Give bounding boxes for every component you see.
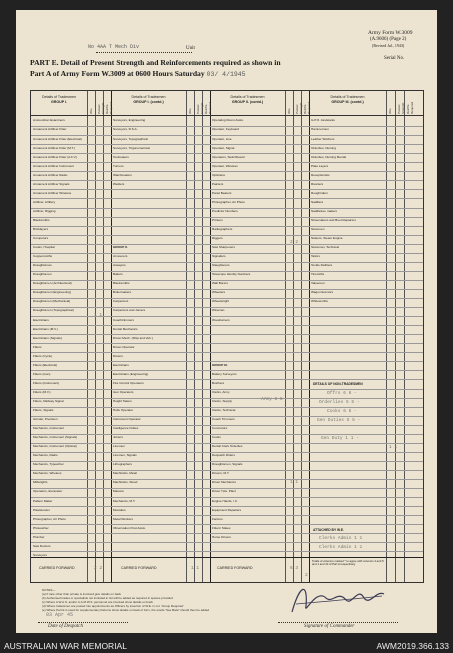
row-rule (31, 253, 423, 254)
row-rule (31, 135, 423, 136)
trade-name: Equipment Repairers (212, 507, 242, 512)
trade-name: Machinists, Metal (113, 471, 137, 476)
trade-name: Horse Drivers (212, 534, 231, 539)
trade-name: Signallers (212, 254, 226, 259)
trade-name: Draughtsmen (Topographical) (33, 308, 74, 313)
trade-name: Observation Post Assts. (113, 525, 146, 530)
group-header-4: Details of Tradesmen GROUP III. (contd.) (330, 95, 365, 104)
carried-forward-1: CARRIED FORWARD (39, 566, 75, 570)
trade-name: Clerks, Army (212, 389, 230, 394)
trade-name: Instrument Operator (113, 417, 141, 422)
trade-name: Draughtsmen (Mechanical) (33, 299, 71, 304)
trade-name: Dental Mechanics (113, 326, 138, 331)
trade-name: Draughtsman (33, 263, 52, 268)
trade-name: Watchmakers (113, 172, 132, 177)
trade-name: Whitesmiths (311, 299, 328, 304)
row-rule (31, 144, 423, 145)
trade-name: Saw Doctors (33, 543, 51, 548)
note-line: (d) Where tradesmen are posted into appointments as Officers by insertion of W.E. in col. 'Group Required' (42, 604, 184, 608)
trade-name: Blacksmiths (113, 281, 130, 286)
trade-name: Carpenters and Joiners (113, 308, 146, 313)
trade-name: Mechanics, Instrument (Signals) (33, 435, 78, 440)
group-header-3: Details of Tradesmen GROUP II. (contd.) (230, 95, 265, 104)
revised-note: (Revised Jul., 1943) (372, 43, 405, 48)
trade-name: Fitters, Railway Signal (33, 398, 64, 403)
trade-name: Machinists, Wood (113, 480, 138, 485)
despatch-date-typed: 03 Apr 45 (46, 612, 74, 618)
typed-entry: 1 1 (389, 445, 398, 450)
trade-name: Coppersmiths (33, 254, 53, 259)
trade-name: Fitters' Mates (212, 525, 231, 530)
note-line: (a) If care other than private is involved give details on back (42, 592, 122, 596)
trade-name: Farriers (212, 516, 223, 521)
trade-name: Drivers (113, 353, 123, 358)
trade-name: Mechanics, Typewriter (33, 462, 64, 467)
trade-name: Fitters (M.V.) (33, 389, 51, 394)
typed-entry: Gen Duty 1 1 - (321, 436, 359, 441)
row-rule (31, 316, 423, 317)
trade-name: Electricians (M.V.) (33, 326, 58, 331)
trade-name: Artificer, Rigging (33, 208, 56, 213)
trade-name: Turners (113, 163, 124, 168)
trade-name: Riggers (212, 236, 223, 241)
row-rule (31, 542, 423, 543)
trade-name: GROUP III. (212, 362, 228, 367)
note-line: (b) Authorised trades or specialists not included in list will be added as required in spaces provided (42, 596, 173, 600)
trade-name: Photographer, Air Photo (33, 516, 66, 521)
group-header-1: Details of Tradesmen GROUP I. (42, 95, 76, 104)
trade-name: Cooks, Hospital (33, 245, 55, 250)
trade-name: Hollo Operator (113, 408, 134, 412)
trade-name: G.P.O. Assistants (311, 118, 335, 123)
trade-name: Surveyors, Topographical (113, 136, 148, 141)
trade-name: Blacksmiths (33, 217, 50, 222)
trade-name: Saddlers (311, 199, 324, 204)
trade-name: Driver-Operator (113, 344, 135, 349)
trade-name: Surveyors, Engineering (113, 118, 146, 123)
trade-name: Operator, Wireless (212, 163, 238, 168)
row-rule (31, 379, 423, 380)
row-rule (31, 289, 423, 290)
subhdr-reinf-4: Reinfts. Required (406, 101, 414, 114)
trade-name: Tinsmiths (311, 272, 325, 277)
trade-name: Driver Mechanics (212, 480, 236, 485)
trade-name: Draughtsmen (Engineering) (33, 290, 72, 295)
commander-signature (286, 576, 396, 620)
row-rule (31, 334, 423, 335)
row-rule (31, 551, 423, 552)
trade-name: Computors (33, 236, 49, 241)
caption-accession: AWM2019.366.133 (376, 641, 449, 651)
trade-name: Coachtrimmers (113, 317, 134, 322)
trade-name: Fitters (Gun) (33, 371, 51, 376)
trade-name: Radiographers (212, 227, 233, 231)
row-rule (31, 325, 423, 326)
trade-name: Mechanics, Instrument (33, 426, 65, 431)
trade-name: Welders (113, 181, 125, 186)
row-rule (31, 425, 423, 426)
note-line: (e) Where Part E is used for supplementary Returns show details on back of form, the words 'See Back' should then be added (42, 608, 210, 612)
trade-name: Surveyors (33, 552, 47, 557)
trade-name: Mechanics, Radio (33, 453, 58, 458)
trade-name: Electricians (113, 362, 129, 367)
part-e-title (30, 57, 360, 80)
trade-name: Gun Operators (113, 389, 134, 394)
row-rule (31, 217, 423, 218)
trade-name: Plastiscoder (33, 507, 50, 512)
subhdr-posted-4: Posted Strength (397, 102, 405, 114)
typed-entry: Clerks Admin 1 1 (319, 545, 363, 550)
trade-name: Operator, Line (212, 136, 232, 141)
trade-name: Battery Surveyors (212, 371, 237, 376)
typed-entry: 2 2 (94, 566, 103, 571)
trade-name: Fitters (Electrical) (33, 362, 58, 367)
title-line-2 (30, 68, 360, 80)
row-rule (31, 343, 423, 344)
trade-name: Plate Layers (311, 163, 329, 168)
despatch-date-label: Date of Despatch (48, 624, 83, 629)
trade-name: Boilermakers (113, 290, 132, 295)
trade-name: Slaughterers (212, 263, 230, 268)
trade-name: Operating Room Assts. (212, 118, 244, 123)
trade-name: Wall Borers (212, 281, 228, 286)
trade-name: Operators, Switchboard (212, 154, 245, 159)
trade-name: Pattern Maker (33, 498, 53, 503)
trade-name: Mechanics, Instrument (Optical) (33, 444, 77, 449)
typed-entry: Orderlies 5 5 - (319, 400, 360, 405)
trade-name: Telescope Identity Numbers (212, 272, 251, 277)
trade-name: Fitters (Cycle) (33, 353, 53, 358)
trade-name: Tailors (311, 254, 320, 259)
row-rule (31, 497, 423, 498)
trade-name: Linemen (113, 444, 125, 449)
trade-name: Operator, Keyboard (212, 127, 240, 132)
trade-name: Wheelers (212, 290, 226, 295)
trade-name: Grinder, Precision (33, 417, 58, 422)
trade-name: Bricklayers (33, 227, 49, 231)
serial-label: Serial No. (384, 56, 405, 61)
trade-name: Wagon Erectors (311, 290, 334, 295)
trade-name: Dental Clerk Orderlies (212, 444, 243, 449)
subhdr-posted-3: Posted Strength (295, 102, 303, 114)
trade-name: GROUP II. (113, 245, 128, 250)
trade-name: Surveyors, R.S.A. (113, 127, 138, 132)
trade-name: Armament Artificer Fitter (A.F.V.) (33, 154, 78, 159)
attached-header: ATTACHED BY W.E. (313, 528, 344, 532)
trade-name: Draughtsmen, Signals (212, 462, 243, 467)
trade-name: Clerks, Technical (212, 408, 236, 412)
trade-name: Woodturners (212, 317, 230, 322)
trade-name: Armament Artificer Wireless (33, 190, 72, 195)
trade-name: Surveyors, Trigonometrical (113, 145, 150, 150)
trade-name: Wireman (212, 308, 225, 313)
trade-name: Roughriders (311, 190, 328, 195)
trade-name: Armament Artificer Instrument (33, 163, 74, 168)
title-line-2-prefix: Part A of Army Form W.3009 at 0600 Hours Saturday (30, 69, 205, 78)
totals-note: Totals of columns marked * to agree with columns 4 and 5 and 1 and 10 of Part A respectively (312, 559, 384, 567)
typed-entry: 2 (305, 573, 308, 578)
trade-name: Electricians (Engineering) (113, 371, 149, 376)
trade-name: Printers (212, 217, 223, 222)
unit-label: Unit (186, 46, 195, 51)
trade-name: Receptionists (311, 172, 330, 177)
trade-name: Shoemakers and Boot Repairers (311, 217, 356, 222)
subhdr-we-4: W.E. (388, 107, 392, 114)
trade-name: Operators, Excavator (33, 489, 63, 494)
trade-name: Saw Sharpeners (212, 245, 235, 250)
subhdr-reinf-3: Reinfts. Required (303, 101, 311, 114)
typed-entry: 1 1 (94, 313, 103, 318)
trade-name: Driver Tpts. Plant (212, 489, 236, 494)
trade-name: Hammermen (311, 127, 329, 132)
group-header-2: Details of Tradesmen GROUP I. (contd.) (131, 95, 166, 104)
row-rule (31, 235, 423, 236)
trade-name: Driver-Mech. (Ship and Veh.) (113, 335, 153, 340)
form-ref: (A.9606) (Page 2) (370, 37, 407, 42)
trade-name: Draughtsmen (Architectural) (33, 281, 72, 286)
typed-entry: 6 3 (290, 566, 299, 571)
trade-name: Metal Workers (113, 516, 133, 521)
typed-entry: Gen Duties 5 5 - (317, 418, 361, 423)
trade-name: Storemen (311, 227, 325, 231)
note-line: (c) Where A.W.A.S. and/or A.A.M.W.S. personnel are involved show details on back (42, 600, 153, 604)
trade-name: Stokers, Steam Engine (311, 236, 343, 241)
notes-heading: NOTES— (42, 588, 56, 592)
row-rule (31, 307, 423, 308)
strength-table (30, 90, 424, 583)
carried-forward-3: CARRIED FORWARD (217, 566, 253, 570)
subhdr-posted-2: Posted Strength (196, 102, 204, 114)
trade-name: Lithographers (113, 462, 132, 467)
title-line-1: PART E. Detail of Present Strength and Reinforcements required as shown in (30, 58, 281, 67)
trade-name: Armourers (113, 254, 128, 259)
unit-dotted-line (96, 52, 192, 53)
trade-name: Leather Stitchers (311, 136, 335, 141)
trade-name: Rivetters (311, 181, 324, 186)
trade-name: Bakers (113, 272, 123, 277)
subhdr-reinf-2: Reinfts. Required (204, 101, 212, 114)
typed-entry: Offrs 6 6 - (327, 391, 357, 396)
trade-name: Electricians (Signals) (33, 335, 62, 340)
trade-name: Concretors (212, 426, 228, 431)
row-rule (31, 180, 423, 181)
trade-name: Textile Refitters (311, 263, 333, 268)
carried-forward-2: CARRIED FORWARD (121, 566, 157, 570)
trade-name: Height Takers (113, 398, 132, 403)
trade-name: Orderlies, Nursing (311, 145, 336, 150)
trade-name: Mechanics, Wireless (33, 471, 62, 476)
typed-entry: Clerks Admin 1 1 (319, 536, 363, 541)
trade-name: Operator, Signal (212, 145, 235, 150)
trade-name: Photowriter (33, 525, 49, 530)
trade-name: Wheelwright (212, 299, 230, 304)
trade-name: Drivers, M.T. (212, 471, 230, 476)
trade-name: Linemen, Signals (113, 453, 137, 458)
trade-name: Predictor Numbers (212, 208, 238, 213)
caption-institution: AUSTRALIAN WAR MEMORIAL (4, 641, 127, 651)
trade-name: Orderlies, Nursing Mental (311, 154, 347, 159)
trade-name: Panel Beaters (212, 190, 232, 195)
trade-name: Despatch Riders (212, 453, 235, 458)
typed-entry: 1 1 (191, 566, 200, 571)
row-rule (31, 506, 423, 507)
trade-name: Armament Artificer Radio (33, 172, 68, 177)
trade-name: Cooks (212, 435, 221, 440)
trade-name: Storeman, Technical (311, 245, 339, 250)
trade-name: Fitters, Signals (33, 408, 54, 412)
trade-name: Joiners (113, 435, 123, 440)
trade-name: Electricians (33, 317, 49, 322)
trade-name: Carpenters (113, 299, 129, 304)
trade-name: Coach Trimmers (212, 417, 235, 422)
trade-name: Saddletree makers (311, 208, 337, 213)
typed-unit: No 4AA T Mech Div (88, 44, 140, 50)
trade-name: Toolmakers (113, 154, 129, 159)
trade-name: Armament Artificer Fitter (Electrical) (33, 136, 82, 141)
nontrades-header: DETAILS OF NON-TRADESMEN (313, 382, 363, 386)
title-year-digit: 5 (241, 71, 246, 78)
trade-name: Armament Artificer Fitter (33, 127, 67, 132)
trade-name: Mechanics, M.T. (113, 498, 136, 503)
trade-name: Fire Control Operators (113, 380, 144, 385)
subhdr-posted-1: Posted Strength (97, 102, 105, 114)
trade-name: Plumber (33, 534, 45, 539)
row-rule (31, 171, 423, 172)
trade-name: Armament Artificer Fitter (M.T.) (33, 145, 76, 150)
row-rule (31, 434, 423, 435)
row-rule (31, 515, 423, 516)
trade-name: Masons (113, 489, 124, 494)
typed-entry: 2 2 (290, 240, 299, 245)
trade-name: Ammunition Examiners (33, 118, 65, 123)
subhdr-we-3: W.E. (287, 107, 291, 114)
typed-entry: 1 1 (290, 480, 299, 485)
trade-name: Engine Hands, I.C. (212, 498, 238, 503)
trade-name: Artificer, Artillery (33, 199, 56, 204)
trade-name: Clerks, Supply (212, 398, 232, 403)
trade-name: Painters (212, 181, 224, 186)
trade-name: Draughtsmen (33, 272, 52, 277)
typed-entry: Cooks 6 6 - (327, 409, 357, 414)
row-rule (31, 352, 423, 353)
trade-name: Millwrights (33, 480, 48, 485)
trade-name: Butchers (212, 380, 225, 385)
trade-name: Armament Artificer Signals (33, 181, 70, 186)
trade-name: Photographer, Air Photo (212, 199, 245, 204)
typed-entry: Army 6 6 (261, 397, 283, 402)
trade-name: Valuemen (311, 281, 325, 286)
subhdr-we-2: W.E. (188, 107, 192, 114)
trade-name: Fitters (Instrument) (33, 380, 60, 385)
form-page (16, 10, 437, 633)
trade-name: Fitters (33, 344, 42, 349)
trade-name: Moulders (113, 507, 126, 512)
trade-name: Assayers (113, 263, 126, 268)
subhdr-we-1: W.E. (89, 107, 93, 114)
signature-label: Signature of Commander (304, 624, 355, 629)
title-date-typed: 03/ 4/194 (206, 71, 242, 78)
form-name: Army Form W.3009 (368, 30, 413, 36)
trade-name: Intelligence Duties (113, 426, 139, 431)
trade-name: Opticians (212, 172, 225, 177)
subhdr-reinf-1: Reinfts. Required (105, 101, 113, 114)
